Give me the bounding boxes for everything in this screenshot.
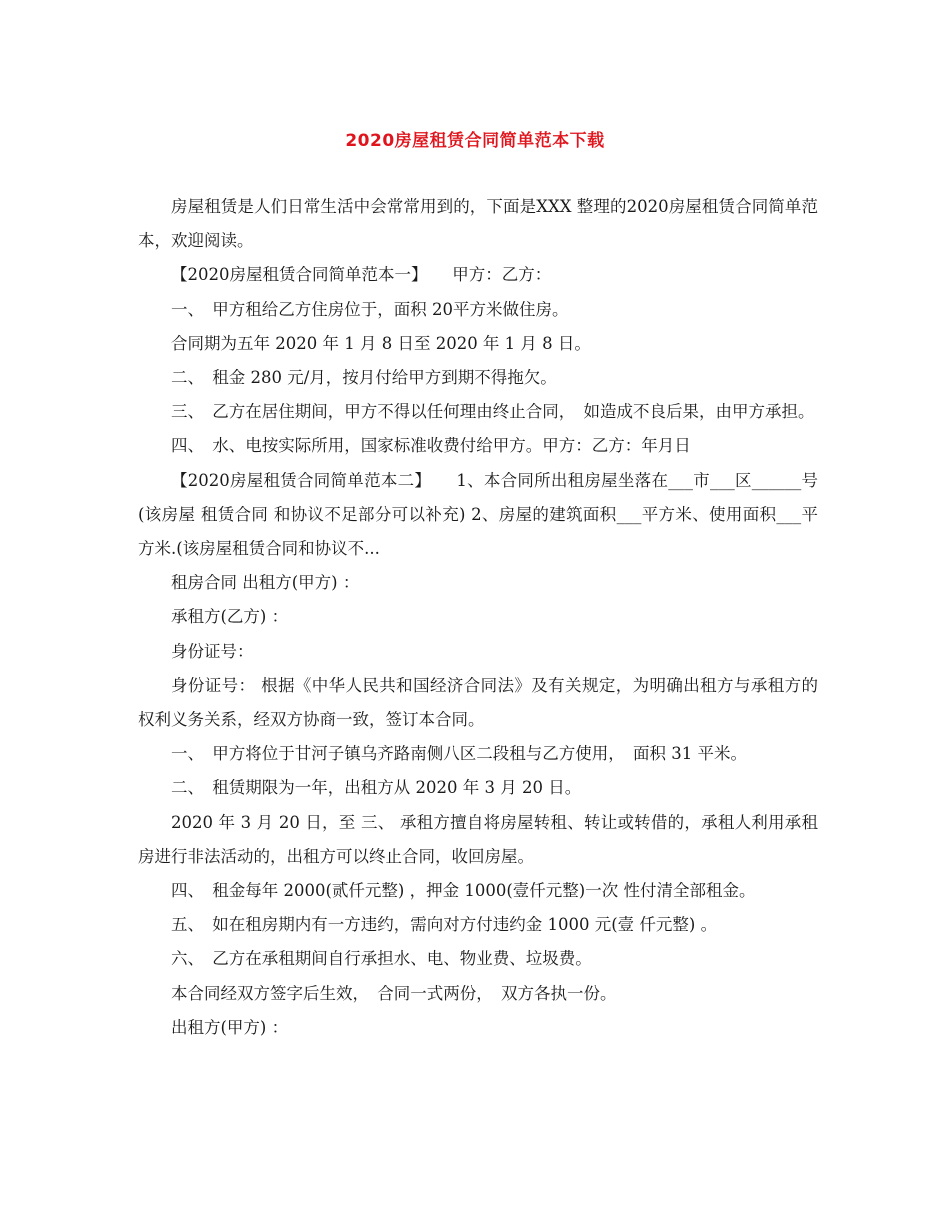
clause-paragraph: 六、 乙方在承租期间自行承担水、电、物业费、垃圾费。 — [171, 949, 592, 969]
party-line: 租房合同 出租方(甲方) ： — [171, 573, 360, 593]
clause-paragraph: 一、 甲方将位于甘河子镇乌齐路南侧八区二段租与乙方使用， 面积 31 平米。 — [171, 744, 747, 764]
preamble-paragraph: 身份证号： 根据《中华人民共和国经济合同法》及有关规定，为明确出租方与承租方的权利义务关系，经双方协商一致，签订本合同。 — [138, 675, 818, 730]
section-heading-2: 【2020房屋租赁合同简单范本二】 1、本合同所出租房屋坐落在___市___区______号(该房屋 租赁合同 和协议不足部分可以补充) 2、房屋的建筑面积___平方米、使用面积___平方米.(该房屋租赁合同和协议不... — [138, 470, 818, 559]
clause-paragraph: 四、 租金每年 2000(贰仟元整) ，押金 1000(壹仟元整)一次 性付清全部租金。 — [171, 881, 756, 901]
intro-paragraph: 房屋租赁是人们日常生活中会常常用到的，下面是XXX 整理的2020房屋租赁合同简单范本，欢迎阅读。 — [138, 197, 818, 251]
document-body — [138, 190, 818, 1045]
clause-paragraph: 二、 租金 280 元/月，按月付给甲方到期不得拖欠。 — [171, 368, 557, 388]
clause-paragraph: 五、 如在租房期内有一方违约，需向对方付违约金 1000 元(壹 仟元整) 。 — [171, 915, 718, 935]
document-title: 2020房屋租赁合同简单范本下载 — [345, 131, 605, 151]
clause-paragraph: 四、 水、电按实际所用，国家标准收费付给甲方。甲方：乙方：年月日 — [171, 436, 691, 456]
clause-paragraph: 三、 乙方在居住期间，甲方不得以任何理由终止合同， 如造成不良后果，由甲方承担。 — [171, 402, 815, 422]
signature-line: 出租方(甲方) ： — [171, 1017, 289, 1037]
clause-paragraph: 本合同经双方签字后生效， 合同一式两份， 双方各执一份。 — [171, 983, 617, 1003]
section-heading-1: 【2020房屋租赁合同简单范本一】 甲方：乙方： — [171, 265, 552, 285]
id-line: 身份证号： — [171, 641, 254, 661]
clause-paragraph: 合同期为五年 2020 年 1 月 8 日至 2020 年 1 月 8 日。 — [171, 333, 591, 353]
clause-paragraph: 一、 甲方租给乙方住房位于，面积 20平方米做住房。 — [171, 299, 569, 319]
clause-paragraph: 二、 租赁期限为一年，出租方从 2020 年 3 月 20 日。 — [171, 778, 582, 798]
clause-paragraph: 2020 年 3 月 20 日，至 三、 承租方擅自将房屋转租、转让或转借的，承租人利用承租 房进行非法活动的，出租方可以终止合同，收回房屋。 — [138, 812, 818, 866]
party-line: 承租方(乙方) ： — [171, 607, 289, 627]
